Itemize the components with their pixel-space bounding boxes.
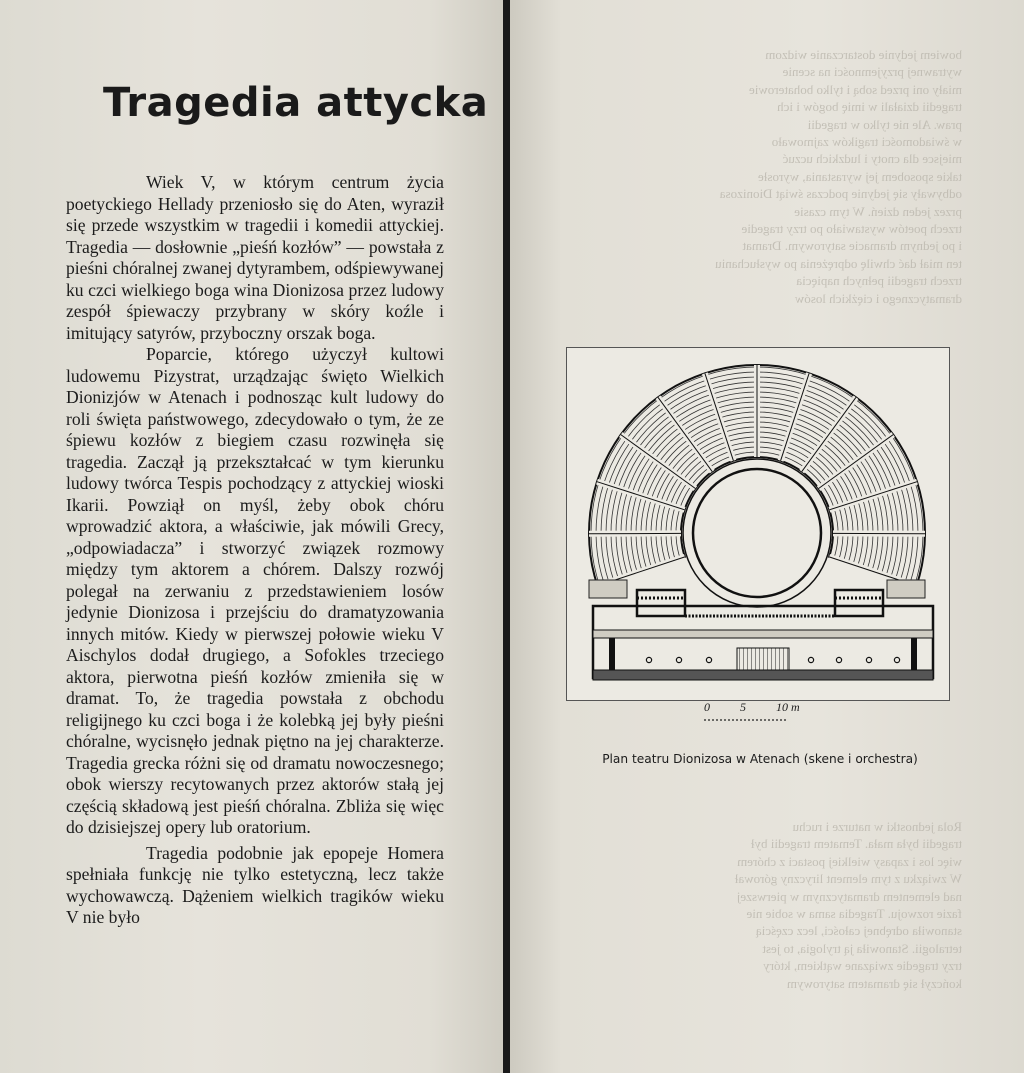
- show-through-line: wytrawnej przyjemności na scenie: [782, 64, 962, 80]
- show-through-line: trzy tragedie związane wątkiem, który: [763, 958, 962, 974]
- show-through-line: miały oni przed sobą i tylko bohaterowie: [748, 81, 962, 97]
- show-through-line: więc los i zapasy wielkiej postaci z chórem: [737, 853, 962, 869]
- article-paragraph: Tragedia podobnie jak epopeje Homera spełniała funkcję nie tylko estetyczną, lecz także wychowawczą. Dążeniem wielkich tragików wieku V nie było: [66, 842, 444, 927]
- show-through-line: trzech poetów wystawiało po trzy tragedie: [741, 221, 962, 237]
- show-through-line: kończył się dramatem satyrowym: [786, 975, 962, 991]
- scale-label: 10 m: [776, 700, 800, 714]
- theatre-plan-drawing: [567, 348, 949, 700]
- show-through-line: w świadomości tragików zajmowało: [771, 134, 962, 150]
- show-through-line: dramatycznego i ciężkich losów: [794, 290, 962, 306]
- show-through-line: fazie rozwoju. Tragedia sama w sobie nie: [746, 906, 962, 922]
- scale-label: 5: [740, 700, 746, 714]
- show-through-line: ten miał dać chwilę odprężenia po wysłuchaniu: [715, 255, 962, 271]
- show-through-line: tragedii działali w imię bogów i ich: [777, 99, 962, 115]
- show-through-line: Rola jednostki w naturze i ruchu: [792, 819, 962, 834]
- show-through-line: tetralogii. Stanowiła ją trylogia, to jest: [762, 940, 962, 956]
- show-through-line: trzech tragedii pełnych napięcia: [796, 273, 962, 289]
- scale-label: 0: [704, 700, 710, 714]
- show-through-text-lower: [566, 818, 962, 992]
- show-through-line: tragedii była mała. Tematem tragedii był: [750, 836, 962, 852]
- show-through-line: i po jednym dramacie satyrowym. Dramat: [742, 238, 962, 254]
- show-through-line: takie sposobem jej wyrastania, wyrosłe: [758, 168, 962, 184]
- skene-building: [593, 590, 933, 680]
- show-through-text-upper: [566, 46, 962, 307]
- show-through-line: przez jeden dzień. W tym czasie: [794, 203, 962, 219]
- article-title: Tragedia attycka: [103, 80, 489, 126]
- theatre-plan-figure: [566, 347, 950, 701]
- show-through-line: stanowiła odrębnej całości, lecz częścią: [755, 923, 962, 939]
- scale-bar: [700, 700, 820, 730]
- show-through-line: bowiem jedynie dostarczanie widzom: [765, 47, 962, 62]
- show-through-line: nad elementem dramatycznym w pierwszej: [736, 888, 962, 904]
- figure-caption: Plan teatru Dionizosa w Atenach (skene i orchestra): [602, 752, 918, 766]
- book-gutter: [503, 0, 510, 1073]
- show-through-line: praw. Ale nie tylko w tragedii: [807, 116, 962, 132]
- show-through-line: W związku z tym element liryczny górował: [734, 871, 962, 887]
- article-body: [66, 172, 444, 929]
- show-through-line: miejsce dla cnoty i ludzkich uczuć: [782, 151, 962, 167]
- article-paragraph: Wiek V, w którym centrum życia poetyckiego Hellady przeniosło się do Aten, wyraził się przede wszystkim w tragedii i komedii attyckiej. Tragedia — dosłownie „pieśń kozłów” — powstała z pieśni chóralnej zwanej dytyrambem, odśpiewywanej ku czci wielkiego boga wina Dionizosa przez ludowy zespół śpiewaczy przybrany w skóry koźle i imitujący satyrów, przyboczny orszak boga.: [66, 172, 444, 343]
- show-through-line: odbywały się jedynie podczas świąt Dionizosa: [719, 186, 962, 202]
- article-paragraph: Poparcie, którego użyczył kultowi ludowemu Pizystrat, urządzając święto Wielkich Dionizjów w Atenach i podnosząc kult ludowy do roli święta państwowego, zdecydowało o tym, że ze śpiewu kozłów z biegiem czasu rozwinęła się tragedia. Zaczął ją przekształcać w tym kierunku ludowy twórca Tespis pochodzący z attyckiej wioski Ikarii. Powziął on myśl, żeby obok chóru wprowadzić aktora, a właściwie, jak mówili Grecy, „odpowiadacza” i stworzyć związek rozmowy między tym aktorem a chórem. Dalszy rozwój polegał na zerwaniu z przedstawieniem losów jedynie Dionizosa i przejściu do dramatyzowania innych mitów. Kiedy w pierwszej połowie wieku V Aischylos dodał drugiego, a Sofokles trzeciego aktora, pierwotna pieśń kozłów zmieniła się w dramat. To, że tragedia powstała z obchodu religijnego ku czci boga i że kolebką jej były pieśni chóralne, wycisnęło jednak piętno na jej charakterze. Tragedia grecka różni się od dramatu nowoczesnego; obok wierszy recytowanych przez aktorów stałą jej częścią składową jest pieśń chóralna. Zbliża się więc do dzisiejszej opery lub oratorium.: [66, 344, 444, 837]
- orchestra-circle: [693, 469, 821, 597]
